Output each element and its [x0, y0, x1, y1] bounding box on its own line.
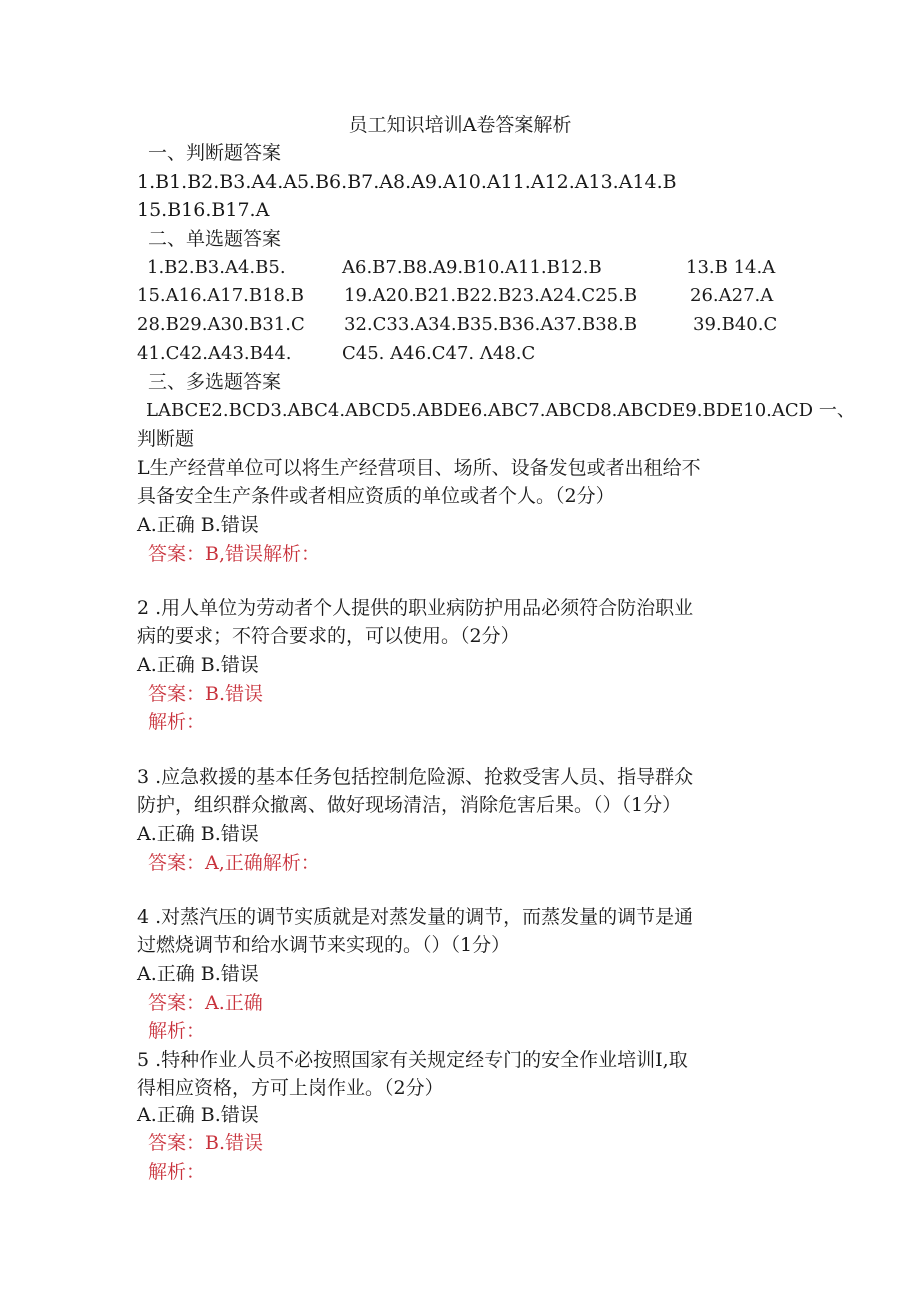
- question-2-text-line-2: 病的要求；不符合要求的，可以使用。（2分）: [137, 625, 520, 647]
- question-4-options: A.正确 B.错误: [137, 963, 259, 985]
- question-3-text-line-1: 3 .应急救援的基本任务包括控制危险源、抢救受害人员、指导群众: [137, 766, 694, 788]
- question-5-answer: 答案：B.错误: [148, 1132, 264, 1154]
- single-answers-cell: 19.A20.B21.B22.B23.A24.C25.B: [344, 285, 638, 306]
- document-title: 员工知识培训A卷答案解析: [348, 114, 572, 136]
- judge-section-heading: 判断题: [137, 428, 195, 450]
- question-4-text-line-2: 过燃烧调节和给水调节来实现的。（）（1分）: [137, 934, 511, 956]
- multi-answers-heading: 三、多选题答案: [148, 371, 282, 393]
- question-2-answer: 答案：B.错误: [148, 683, 264, 705]
- question-3-text-line-2: 防护，组织群众撤离、做好现场清洁，消除危害后果。（）（1分）: [137, 794, 682, 816]
- question-1-text-line-2: 具备安全生产条件或者相应资质的单位或者个人。（2分）: [137, 485, 615, 507]
- question-4-analysis: 解析：: [148, 1020, 206, 1042]
- question-1-answer: 答案：B,错误解析：: [148, 543, 321, 565]
- single-answers-cell: 13.B 14.A: [686, 257, 776, 278]
- single-answers-cell: 15.A16.A17.B18.B: [137, 285, 304, 306]
- single-answers-cell: 1.B2.B3.A4.B5.: [147, 257, 286, 278]
- single-answers-cell: 41.C42.A43.B44.: [137, 343, 292, 364]
- question-4-text-line-1: 4 .对蒸汽压的调节实质就是对蒸发量的调节，而蒸发量的调节是通: [137, 906, 694, 928]
- single-answers-cell: 26.A27.A: [690, 285, 774, 306]
- single-answers-cell: C45. A46.C47. Λ48.C: [342, 343, 536, 364]
- question-1-text-line-1: L生产经营单位可以将生产经营项目、场所、设备发包或者出租给不: [137, 457, 701, 479]
- single-answers-cell: A6.B7.B8.A9.B10.A11.B12.B: [342, 257, 602, 278]
- single-answers-cell: 28.B29.A30.B31.C: [137, 314, 305, 335]
- judge-answers-line-1: 1.B1.B2.B3.A4.A5.B6.B7.A8.A9.A10.A11.A12.A13.A14.B: [137, 171, 677, 193]
- question-2-analysis: 解析：: [148, 711, 206, 733]
- question-2-text-line-1: 2 .用人单位为劳动者个人提供的职业病防护用品必须符合防治职业: [137, 597, 694, 619]
- question-3-answer: 答案：A,正确解析：: [148, 852, 320, 874]
- single-answers-cell: 32.C33.A34.B35.B36.A37.B38.B: [344, 314, 638, 335]
- question-5-options: A.正确 B.错误: [137, 1104, 259, 1126]
- question-4-answer: 答案：A.正确: [148, 992, 263, 1014]
- question-5-text-line-2: 得相应资格，方可上岗作业。（2分）: [137, 1077, 444, 1099]
- multi-answers-line: LABCE2.BCD3.ABC4.ABCD5.ABDE6.ABC7.ABCD8.ABCDE9.BDE10.ACD 一、: [146, 400, 855, 421]
- question-1-options: A.正确 B.错误: [137, 514, 259, 536]
- question-3-options: A.正确 B.错误: [137, 823, 259, 845]
- judge-answers-heading: 一、判断题答案: [148, 142, 282, 164]
- question-5-text-line-1: 5 .特种作业人员不必按照国家有关规定经专门的安全作业培训I,取: [137, 1049, 688, 1071]
- single-answers-cell: 39.B40.C: [693, 314, 778, 335]
- judge-answers-line-2: 15.B16.B17.A: [137, 199, 270, 221]
- question-2-options: A.正确 B.错误: [137, 654, 259, 676]
- question-5-analysis: 解析：: [148, 1161, 206, 1183]
- single-answers-heading: 二、单选题答案: [148, 228, 282, 250]
